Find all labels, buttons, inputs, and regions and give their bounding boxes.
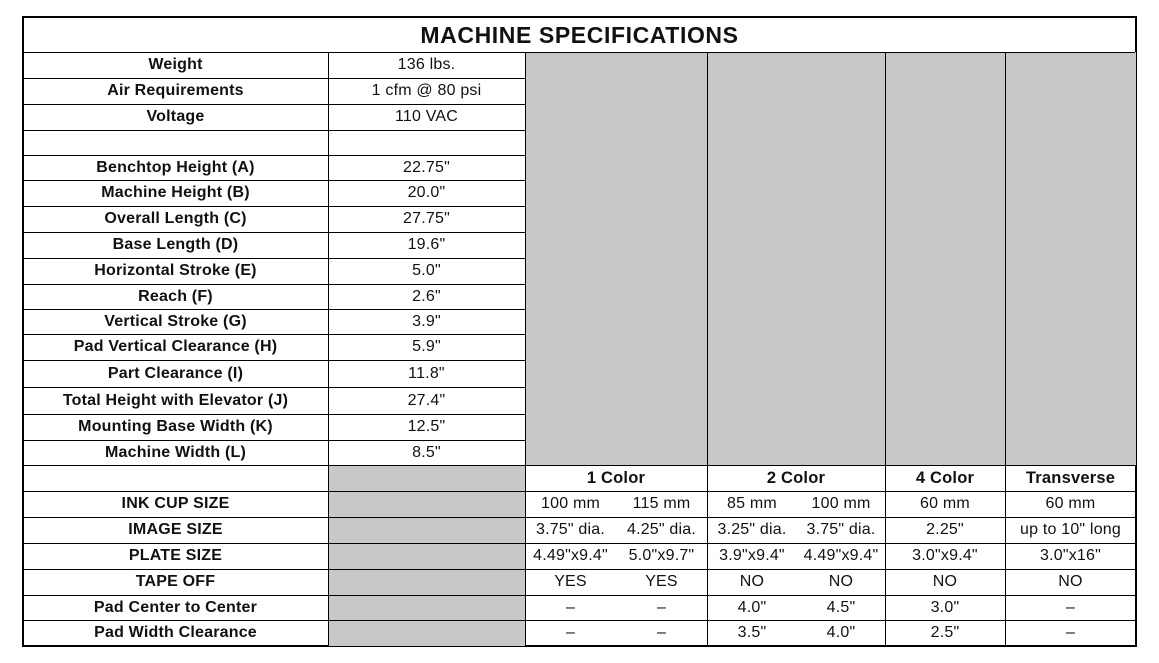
spec-value: 5.9" — [412, 338, 441, 355]
config-value: NO — [932, 573, 958, 590]
spec-label: Reach (F) — [138, 287, 213, 305]
spec-value: 22.75" — [403, 158, 450, 176]
config-header: 4 Color — [915, 468, 975, 487]
config-value: NO — [1058, 573, 1083, 590]
config-value: 4.0" — [737, 598, 767, 616]
config-label: INK CUP SIZE — [121, 495, 230, 512]
config-value: 3.5" — [737, 624, 767, 641]
config-value: – — [1065, 624, 1076, 641]
spec-value: 27.75" — [403, 210, 450, 227]
spec-label: Air Requirements — [107, 82, 244, 99]
spec-value: 27.4" — [407, 391, 446, 409]
config-label: TAPE OFF — [135, 573, 216, 590]
config-value: 3.0"x9.4" — [912, 547, 978, 564]
shaded-block-upper — [525, 52, 1136, 465]
config-header: 2 Color — [766, 468, 826, 487]
spec-value: 2.6" — [412, 287, 441, 305]
spec-label: Voltage — [146, 108, 205, 125]
config-value: – — [656, 624, 667, 641]
config-label: Pad Width Clearance — [94, 624, 257, 641]
config-value: YES — [645, 573, 678, 590]
config-value: – — [565, 598, 576, 616]
spec-value: 110 VAC — [394, 108, 459, 125]
config-value: – — [656, 598, 667, 616]
spec-label: Machine Height (B) — [101, 184, 250, 201]
spec-label: Horizontal Stroke (E) — [94, 262, 257, 279]
spec-label: Total Height with Elevator (J) — [62, 391, 289, 409]
config-value: 3.0"x16" — [1040, 547, 1101, 564]
config-value: 100 mm — [811, 495, 871, 512]
spec-label: Base Length (D) — [112, 236, 239, 253]
config-value: – — [565, 624, 576, 641]
config-value: 115 mm — [632, 495, 691, 512]
spec-label: Pad Vertical Clearance (H) — [73, 338, 278, 355]
spec-label: Weight — [148, 56, 203, 73]
config-label: PLATE SIZE — [128, 547, 223, 564]
config-value: 85 mm — [727, 495, 777, 512]
config-value: 4.0" — [826, 624, 856, 641]
config-value: up to 10" long — [1019, 521, 1121, 538]
spec-value: 1 cfm @ 80 psi — [371, 82, 482, 99]
config-value: 3.25" dia. — [717, 521, 787, 538]
config-header: Transverse — [1025, 468, 1116, 487]
config-value: 100 mm — [541, 495, 600, 512]
config-value: 3.75" dia. — [806, 521, 876, 538]
config-value: 3.75" dia. — [535, 521, 606, 538]
config-value: 60 mm — [1045, 495, 1096, 512]
config-value: 60 mm — [920, 495, 970, 512]
spec-label: Benchtop Height (A) — [96, 158, 255, 176]
spec-label: Vertical Stroke (G) — [104, 312, 247, 330]
config-header: 1 Color — [586, 468, 646, 487]
spec-label: Overall Length (C) — [104, 210, 247, 227]
spec-value: 19.6" — [407, 236, 446, 253]
config-value: 4.25" dia. — [626, 521, 697, 538]
spec-value: 8.5" — [412, 443, 441, 461]
spec-label: Part Clearance (I) — [107, 364, 244, 382]
spec-label: Mounting Base Width (K) — [78, 418, 273, 435]
config-label: IMAGE SIZE — [128, 521, 223, 538]
page-title: MACHINE SPECIFICATIONS — [420, 21, 739, 48]
config-value: 3.0" — [930, 598, 960, 616]
machine-specifications-table — [22, 16, 1137, 647]
config-value: 2.25" — [926, 521, 964, 538]
spec-label — [23, 130, 328, 155]
config-value: 2.5" — [930, 624, 960, 641]
config-value: NO — [739, 573, 765, 590]
config-label: Pad Center to Center — [93, 598, 258, 616]
config-value: 4.49"x9.4" — [533, 547, 608, 564]
spec-value: 11.8" — [408, 364, 445, 382]
spec-value: 5.0" — [412, 262, 441, 279]
config-value: – — [1065, 598, 1076, 616]
config-value: 4.49"x9.4" — [803, 547, 879, 564]
shaded-block-lower — [328, 465, 525, 646]
config-value: NO — [828, 573, 854, 590]
config-value: 3.9"x9.4" — [719, 547, 785, 564]
spec-value — [328, 130, 525, 155]
config-value: YES — [554, 573, 587, 590]
spec-value: 12.5" — [407, 418, 446, 435]
spec-value: 3.9" — [412, 312, 441, 330]
spec-label: Machine Width (L) — [104, 443, 247, 461]
spec-value: 136 lbs. — [397, 56, 456, 73]
config-value: 5.0"x9.7" — [628, 547, 695, 564]
config-value: 4.5" — [826, 598, 856, 616]
spec-value: 20.0" — [407, 184, 446, 201]
